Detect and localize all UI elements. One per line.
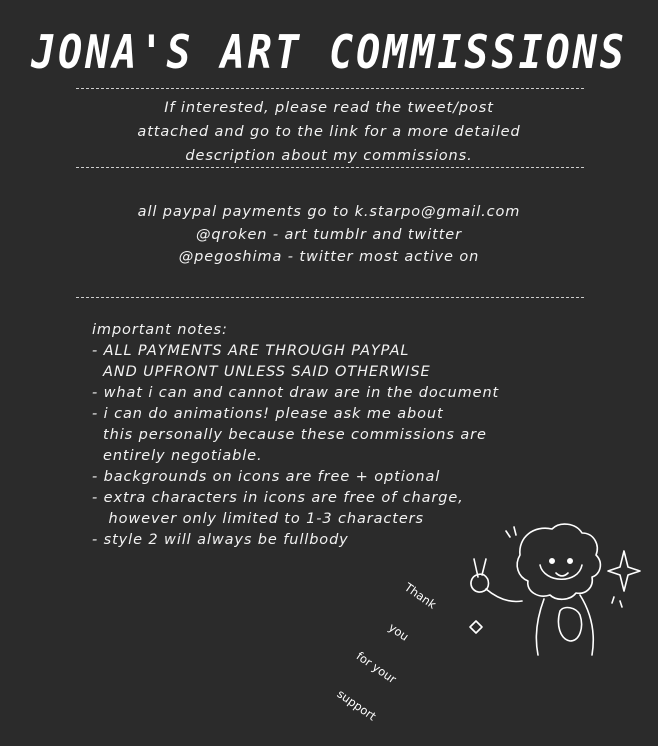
paypal-contact: all paypal payments go to k.starpo@gmail.com: [137, 204, 521, 220]
page-title: JONA'S ART COMMISSIONS: [31, 26, 627, 80]
note-line: - ALL PAYMENTS ARE THROUGH PAYPAL: [92, 343, 410, 359]
divider-bottom: [76, 297, 584, 298]
note-line: - i can do animations! please ask me about: [92, 406, 444, 422]
intro-line: description about my commissions.: [185, 148, 473, 164]
intro-line: attached and go to the link for a more detailed: [137, 124, 521, 140]
divider-middle: [76, 167, 584, 168]
twitter-contact: @pegoshima - twitter most active on: [178, 249, 480, 265]
contact-info: [60, 201, 598, 269]
note-line: - what i can and cannot draw are in the document: [92, 385, 500, 401]
divider-top: [76, 88, 584, 89]
tumblr-twitter-contact: @qroken - art tumblr and twitter: [196, 226, 462, 243]
note-line: - style 2 will always be fullbody: [92, 532, 349, 548]
note-line: this personally because these commissions are: [92, 427, 487, 443]
intro-line: If interested, please read the tweet/post: [164, 100, 494, 116]
chibi-doodle: [334, 515, 650, 724]
note-line: - extra characters in icons are free of charge,: [92, 490, 464, 506]
note-line: AND UPFRONT UNLESS SAID OTHERWISE: [92, 364, 431, 380]
handwriting-line: for your: [353, 648, 399, 687]
handwriting-line: support: [334, 686, 379, 724]
handwriting-line: Thank: [401, 579, 439, 612]
notes-heading: important notes:: [92, 322, 228, 338]
note-line: - backgrounds on icons are free + optional: [92, 469, 441, 485]
note-line: however only limited to 1-3 characters: [92, 511, 424, 527]
handwriting-line: you: [386, 620, 412, 644]
intro-text: [60, 96, 598, 168]
note-line: entirely negotiable.: [92, 448, 263, 464]
